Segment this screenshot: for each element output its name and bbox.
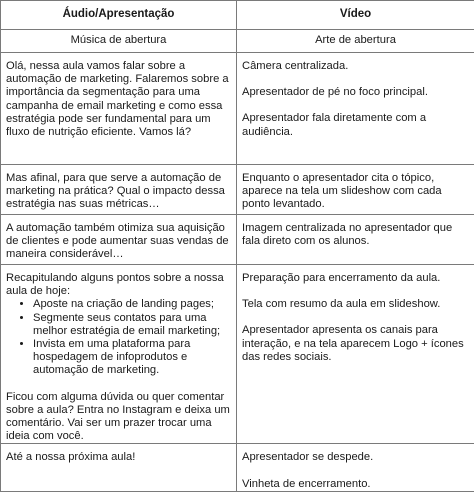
video-text: Apresentador apresenta os canais para interação, e na tela aparecem Logo + ícones das redes sociais. bbox=[242, 324, 469, 364]
audio-text: A automação também otimiza sua aquisição de clientes e pode aumentar suas vendas de maneira considerável… bbox=[6, 222, 231, 262]
video-cell bbox=[237, 265, 474, 444]
audio-cell bbox=[1, 215, 237, 265]
video-cell bbox=[237, 215, 474, 265]
list-item: • Aposte na criação de landing pages; bbox=[33, 298, 231, 311]
table-row bbox=[1, 444, 474, 491]
video-text: Imagem centralizada no apresentador que fala direto com os alunos. bbox=[242, 222, 469, 248]
video-cell bbox=[237, 165, 474, 215]
audio-intro: Recapitulando alguns pontos sobre a nossa aula de hoje: bbox=[6, 272, 231, 298]
video-text: Apresentador de pé no foco principal. bbox=[242, 86, 469, 99]
subheader-row bbox=[1, 30, 474, 53]
video-cell bbox=[237, 53, 474, 165]
video-text: Vinheta de encerramento. bbox=[242, 478, 469, 491]
list-item: • Segmente seus contatos para uma melhor estratégia de email marketing; bbox=[33, 312, 231, 338]
list-item: • Invista em uma plataforma para hospedagem de infoprodutos e automação de marketing. bbox=[33, 338, 231, 378]
video-text: Apresentador se despede. bbox=[242, 451, 469, 464]
audio-cell bbox=[1, 444, 237, 491]
video-text: Enquanto o apresentador cita o tópico, aparece na tela um slideshow com cada ponto levantado. bbox=[242, 172, 469, 212]
video-text: Câmera centralizada. bbox=[242, 60, 469, 73]
subheader-audio: Música de abertura bbox=[1, 30, 237, 53]
audio-outro: Ficou com alguma dúvida ou quer comentar sobre a aula? Entra no Instagram e deixa um comentário. Vai ser um prazer trocar uma ideia com você. bbox=[6, 391, 231, 444]
recap-list bbox=[6, 298, 231, 377]
header-video: Vídeo bbox=[237, 1, 474, 30]
audio-cell bbox=[1, 165, 237, 215]
video-text: Tela com resumo da aula em slideshow. bbox=[242, 298, 469, 311]
header-row bbox=[1, 1, 474, 30]
table-row bbox=[1, 215, 474, 265]
video-cell bbox=[237, 444, 474, 491]
header-audio: Áudio/Apresentação bbox=[1, 1, 237, 30]
audio-cell bbox=[1, 265, 237, 444]
table-row bbox=[1, 165, 474, 215]
audio-text: Olá, nessa aula vamos falar sobre a automação de marketing. Falaremos sobre a importância da segmentação para uma campanha de email marketing e como essa estratégia pode ser fundamental para um fluxo de nutrição eficiente. Vamos lá? bbox=[6, 60, 231, 139]
video-text: Preparação para encerramento da aula. bbox=[242, 272, 469, 285]
subheader-video: Arte de abertura bbox=[237, 30, 474, 53]
table-row bbox=[1, 53, 474, 165]
table-row bbox=[1, 265, 474, 444]
audio-cell bbox=[1, 53, 237, 165]
video-text: Apresentador fala diretamente com a audiência. bbox=[242, 112, 469, 138]
audio-text: Mas afinal, para que serve a automação de marketing na prática? Qual o impacto dessa estratégia nas suas métricas… bbox=[6, 172, 231, 212]
audio-text: Até a nossa próxima aula! bbox=[6, 451, 231, 464]
